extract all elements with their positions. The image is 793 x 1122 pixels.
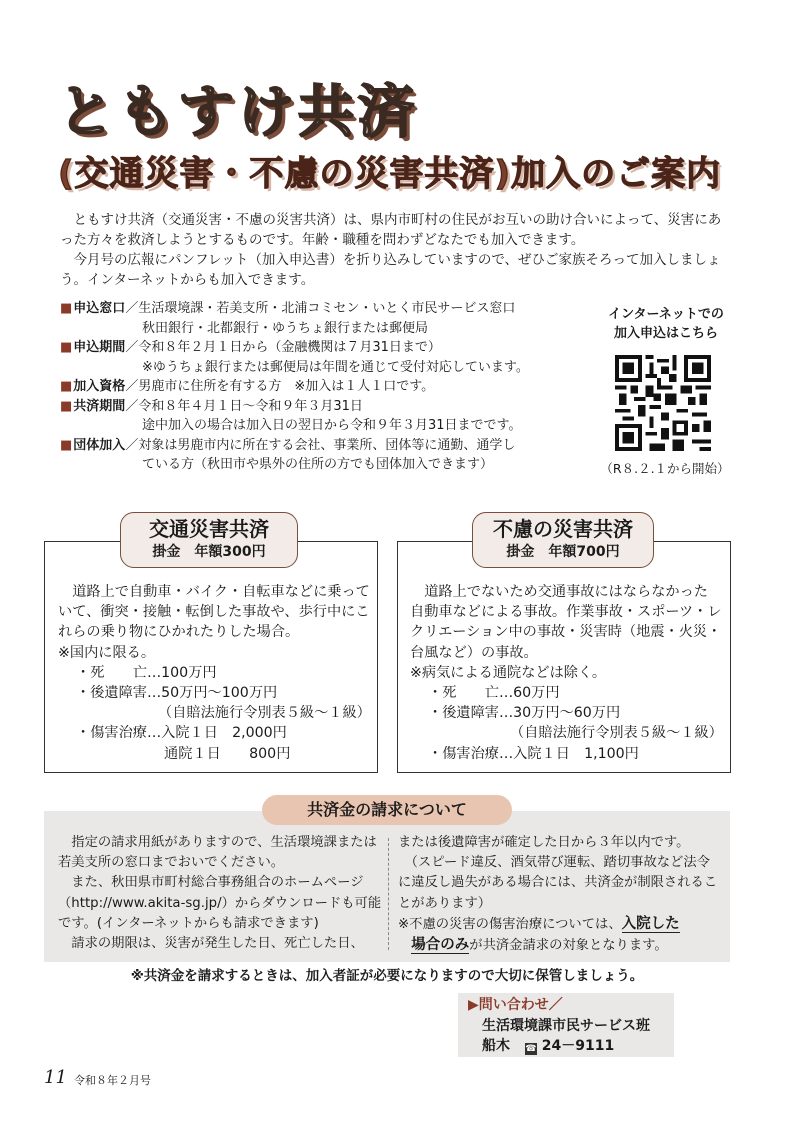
qr-note: （R８.２.１から開始） bbox=[600, 461, 730, 476]
claim-heading: 共済金の請求について bbox=[262, 795, 512, 825]
claim-right-column bbox=[398, 833, 720, 956]
claim-paragraph bbox=[398, 914, 720, 935]
benefit-after-note: （自賠法施行令別表５級～１級） bbox=[158, 705, 371, 722]
info-row-period bbox=[60, 338, 580, 358]
contact-label: ▶問い合わせ／ bbox=[468, 997, 563, 1013]
contact-name: 船木 bbox=[482, 1038, 510, 1054]
benefit-treatment: ・傷害治療…入院１日 2,000円 bbox=[76, 725, 287, 742]
info-text: 途中加入の場合は加入日の翌日から令和９年３月31日までです。 bbox=[142, 418, 522, 433]
certificate-note: ※共済金を請求するときは、加入者証が必要になりますので大切に保管しましょう。 bbox=[130, 968, 644, 984]
claim-left-column bbox=[58, 833, 384, 954]
square-bullet-icon: ■ bbox=[60, 379, 73, 394]
info-label: 加入資格 bbox=[73, 379, 126, 394]
square-bullet-icon: ■ bbox=[60, 437, 73, 453]
page-title: ともすけ共済 bbox=[58, 80, 418, 145]
qr-label bbox=[596, 305, 736, 343]
claim-emphasis: 場合のみ bbox=[411, 937, 470, 954]
benefit-treatment: ・傷害治療…入院１日 1,100円 bbox=[428, 745, 639, 762]
benefit-treatment: 通院１日 800円 bbox=[164, 745, 291, 762]
benefit-after-note: （自賠法施行令別表５級～１級） bbox=[510, 725, 723, 742]
contact-phone[interactable]: 24－9111 bbox=[541, 1038, 615, 1054]
box-fee: 掛金 年額700円 bbox=[506, 544, 620, 560]
info-text: ている方（秋田市や県外の住所の方でも団体加入できます） bbox=[142, 457, 494, 472]
info-text: ／生活環境課・若美支所・北浦コミセン・いとく市民サービス窓口 bbox=[125, 301, 516, 316]
info-text: ／対象は男鹿市内に所在する会社、事業所、団体等に通勤、通学し bbox=[125, 437, 516, 453]
intro-paragraph: ともすけ共済（交通災害・不慮の災害共済）は、県内市町村の住民がお互いの助け合いによって、災害にあった方々を救済しようとするものです。年齢・職種を問わずどなたでも加入できます。 bbox=[60, 212, 722, 248]
qr-label-line: 加入申込はこちら bbox=[613, 326, 718, 341]
benefit-after: ・後遺障害…30万円～60万円 bbox=[428, 705, 621, 722]
contact-department: 生活環境課市民サービス班 bbox=[482, 1018, 650, 1034]
contact-box bbox=[458, 993, 674, 1057]
issue-label: 令和８年２月号 bbox=[74, 1074, 151, 1087]
box-title: 交通災害共済 bbox=[149, 517, 269, 541]
info-text: 秋田銀行・北都銀行・ゆうちょ銀行または郵便局 bbox=[142, 320, 429, 336]
contact-line bbox=[482, 1036, 614, 1057]
square-bullet-icon: ■ bbox=[60, 301, 73, 316]
claim-paragraph: 指定の請求用紙がありますので、生活環境課または若美支所の窓口までおいでください。 bbox=[58, 835, 377, 871]
intro-paragraph: 今月号の広報にパンフレット（加入申込書）を折り込みしていますので、ぜひご家族そろって加入しましょう。インターネットからも加入できます。 bbox=[60, 252, 721, 288]
info-text: ※ゆうちょ銀行または郵便局は年間を通じて受付対応しています。 bbox=[142, 359, 529, 375]
column-divider bbox=[388, 838, 389, 950]
phone-icon: ☎ bbox=[525, 1044, 537, 1054]
info-row-group bbox=[60, 436, 580, 456]
box-title: 不慮の災害共済 bbox=[493, 517, 633, 541]
square-bullet-icon: ■ bbox=[60, 340, 73, 355]
info-label: 共済期間 bbox=[73, 398, 126, 414]
box-note: ※病気による通院などは除く。 bbox=[410, 664, 607, 681]
info-text: ／男鹿市に住所を有する方 ※加入は１人１口です。 bbox=[125, 379, 435, 394]
box-note: ※国内に限る。 bbox=[58, 644, 156, 661]
info-label: 団体加入 bbox=[73, 437, 126, 453]
claim-text: が共済金請求の対象となります。 bbox=[469, 938, 668, 954]
claim-paragraph: （スピード違反、酒気帯び運転、踏切事故など法令に違反し過失がある場合には、共済金が制限されることがあります） bbox=[398, 855, 718, 911]
info-row-window bbox=[60, 299, 580, 319]
benefit-death: ・死 亡…100万円 bbox=[76, 664, 217, 681]
square-bullet-icon: ■ bbox=[60, 398, 73, 414]
claim-emphasis: 入院した bbox=[621, 915, 680, 932]
info-row-qualification bbox=[60, 377, 580, 397]
box-paragraph: 道路上で自動車・バイク・自転車などに乗っていて、衝突・接触・転倒した事故や、歩行中にこれらの乗り物にひかれたりした場合。 bbox=[58, 584, 370, 641]
claim-paragraph: 請求の期限は、災害が発生した日、死亡した日、 bbox=[71, 936, 364, 952]
traffic-disaster-header bbox=[120, 512, 298, 568]
claim-text: ※不慮の災害の傷害治療については、 bbox=[398, 916, 622, 932]
info-label: 申込期間 bbox=[73, 340, 126, 355]
claim-paragraph: また、秋田県市町村総合事務組合のホームページ（http://www.akita-sg.jp/）からダウンロードも可能です。(インターネットからも請求できます) bbox=[58, 875, 382, 931]
accident-header bbox=[472, 512, 654, 568]
box-paragraph: 道路上でないため交通事故にはならなかった自動車などによる事故。作業事故・スポーツ・レクリエーション中の事故・災害時（地震・火災・台風など）の事故。 bbox=[410, 584, 722, 661]
benefit-death: ・死 亡…60万円 bbox=[428, 685, 560, 702]
accident-body bbox=[410, 582, 722, 764]
page-subtitle: (交通災害・不慮の災害共済)加入のご案内 bbox=[58, 154, 722, 194]
info-label: 申込窓口 bbox=[73, 301, 126, 316]
info-text: ／令和８年２月１日から（金融機関は７月31日まで） bbox=[125, 340, 441, 355]
claim-paragraph bbox=[398, 935, 720, 956]
claim-paragraph: または後遺障害が確定した日から３年以内です。 bbox=[398, 835, 690, 850]
info-text: ／令和８年４月１日～令和９年３月31日 bbox=[125, 398, 363, 414]
info-row-term bbox=[60, 397, 580, 417]
intro-text bbox=[60, 210, 730, 290]
page-number: 11 bbox=[44, 1067, 67, 1088]
traffic-disaster-body bbox=[58, 582, 370, 764]
qr-label-line: インターネットでの bbox=[608, 307, 724, 322]
application-info bbox=[60, 299, 580, 475]
box-fee: 掛金 年額300円 bbox=[152, 544, 266, 560]
qr-code-icon[interactable] bbox=[615, 355, 711, 451]
benefit-after: ・後遺障害…50万円～100万円 bbox=[76, 685, 278, 702]
